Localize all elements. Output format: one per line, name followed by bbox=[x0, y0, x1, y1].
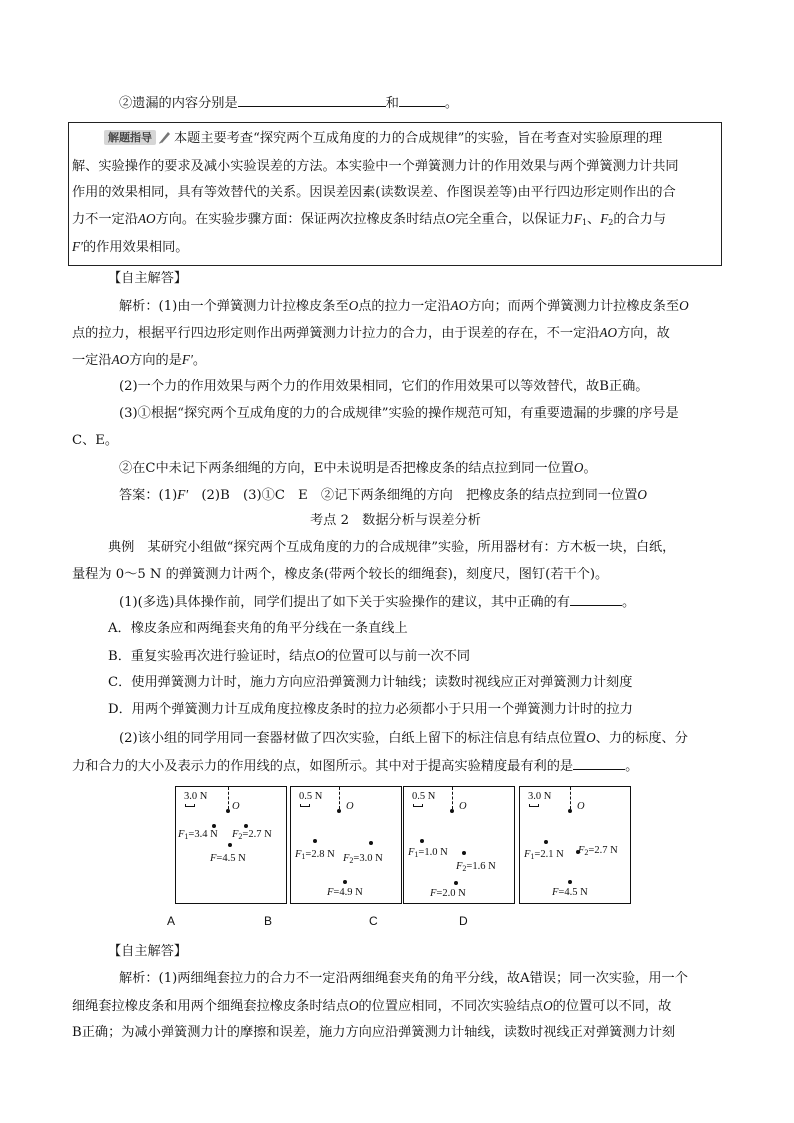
a2-text-2c: 的位置可以不同，故 bbox=[552, 999, 672, 1014]
q1-text: (1)(多选)具体操作前，同学们提出了如下关于实验操作的建议，其中正确的有 bbox=[119, 595, 570, 610]
option-b-text-b: 的位置可以与前一次不同 bbox=[325, 649, 471, 664]
f1-point bbox=[544, 840, 548, 844]
a1-text-7b: 。 bbox=[583, 461, 597, 476]
scale-mark bbox=[413, 804, 423, 807]
f1-label bbox=[178, 829, 218, 843]
f1-value: =1.0 N bbox=[418, 847, 448, 858]
q2-end: 。 bbox=[625, 759, 639, 774]
figure-panel-b bbox=[290, 786, 402, 904]
a1-text-2a: 点的拉力，根据平行四边形定则作出两弹簧测力计拉力的合力，由于误差的存在，不一定沿 bbox=[72, 326, 600, 341]
dashed-line bbox=[452, 787, 453, 809]
a1-text-2b: 方向，故 bbox=[617, 326, 670, 341]
f-value: =4.5 N bbox=[216, 853, 246, 864]
f2-sub: 2 bbox=[584, 848, 589, 857]
f2-sub: 2 bbox=[238, 832, 243, 841]
answer-blank-q1[interactable] bbox=[570, 593, 622, 606]
f-point bbox=[343, 880, 347, 884]
answer1-line-2 bbox=[72, 324, 670, 343]
hint-line-4 bbox=[72, 210, 666, 232]
f1-symbol: F bbox=[178, 829, 185, 840]
a2-text-2b: 的位置应相同，不同次实验结点 bbox=[358, 999, 544, 1014]
symbol-o: O bbox=[573, 460, 584, 475]
symbol-o: O bbox=[315, 648, 326, 663]
f1-point bbox=[212, 824, 216, 828]
knot-label: O bbox=[346, 801, 354, 812]
f-symbol: F bbox=[210, 853, 217, 864]
f1-value: =2.1 N bbox=[534, 849, 564, 860]
f2-symbol: F bbox=[456, 861, 463, 872]
symbol-o: O bbox=[637, 487, 647, 502]
knot-point bbox=[568, 809, 572, 813]
hint-line-1 bbox=[104, 130, 662, 148]
hint-text-2: 解、实验操作的要求及减小实验误差的方法。本实验中一个弹簧测力计的作用效果与两个弹簧测力计共同 bbox=[72, 159, 679, 174]
answer-blank-q2[interactable] bbox=[573, 757, 625, 770]
f-point bbox=[454, 881, 458, 885]
symbol-o: O bbox=[348, 298, 359, 313]
a1-text-3a: 一定沿 bbox=[72, 353, 112, 368]
fill-connector: 和 bbox=[385, 96, 399, 111]
f2-value: =3.0 N bbox=[353, 853, 383, 864]
hint-text-5: 的作用效果相同。 bbox=[82, 240, 189, 255]
option-b-text-a: B．重复实验再次进行验证时，结点 bbox=[108, 649, 316, 664]
f-symbol: F bbox=[430, 888, 437, 899]
a1-text-8b: (2)B (3)①C E ②记下两条细绳的方向 把橡皮条的结点拉到同一位置 bbox=[188, 488, 638, 503]
f-label bbox=[430, 888, 466, 900]
symbol-o: O bbox=[543, 998, 553, 1013]
knot-point bbox=[337, 809, 341, 813]
q2-text-c: 力和合力的大小及表示力的作用线的点，如图所示。其中对于提高实验精度最有利的是 bbox=[72, 759, 574, 774]
f-value: =2.0 N bbox=[436, 888, 466, 899]
answer-header-1: 【自主解答】 bbox=[108, 271, 188, 286]
symbol-separator: 、 bbox=[587, 212, 601, 227]
f2-label bbox=[456, 861, 496, 875]
f1-label bbox=[408, 847, 448, 861]
f-value: =4.9 N bbox=[333, 887, 363, 898]
fill-prefix: ②遗漏的内容分别是 bbox=[119, 96, 238, 111]
f1-symbol: F bbox=[295, 849, 302, 860]
knot-point bbox=[226, 809, 230, 813]
symbol-ao: AO bbox=[450, 298, 469, 313]
a1-text-1b: 点的拉力一定沿 bbox=[358, 299, 451, 314]
symbol-f-prime: F′ bbox=[181, 352, 193, 367]
symbol-o: O bbox=[348, 998, 359, 1013]
f1-value: =3.4 N bbox=[188, 829, 218, 840]
symbol-ao: AO bbox=[599, 325, 618, 340]
pen-icon bbox=[158, 130, 172, 144]
f-label bbox=[552, 887, 588, 899]
f2-point bbox=[244, 824, 248, 828]
knot-point bbox=[450, 809, 454, 813]
scale-mark bbox=[300, 804, 310, 807]
f1-label bbox=[295, 849, 335, 863]
f-label bbox=[210, 853, 246, 865]
question-2-cont bbox=[72, 757, 638, 776]
dashed-line bbox=[228, 787, 229, 809]
answer1-line-3 bbox=[72, 351, 206, 370]
knot-label: O bbox=[232, 801, 240, 812]
answer2-line-2 bbox=[72, 997, 671, 1016]
f1-value: =2.8 N bbox=[305, 849, 335, 860]
subscript-2: 2 bbox=[608, 218, 614, 227]
a1-text-8a: 答案：(1) bbox=[119, 488, 178, 503]
f1-point bbox=[313, 839, 317, 843]
scale-label: 0.5 N bbox=[412, 791, 436, 802]
scale-mark bbox=[529, 804, 539, 807]
option-d: D．用两个弹簧测力计互成角度拉橡皮条时的拉力必须都小于只用一个弹簧测力计时的拉力 bbox=[108, 702, 633, 717]
symbol-f-prime: F′ bbox=[177, 487, 189, 502]
hint-line-5 bbox=[72, 238, 188, 257]
hint-text-4d: 的合力与 bbox=[613, 212, 667, 227]
symbol-o: O bbox=[586, 730, 596, 745]
f2-label bbox=[578, 845, 618, 859]
answer2-line-1: 解析：(1)两细绳套拉力的合力不一定沿两细绳套夹角的角平分线，故A错误；同一次实验，用一个 bbox=[119, 971, 688, 986]
a1-text-3c: 。 bbox=[192, 353, 207, 368]
question-2 bbox=[119, 729, 688, 748]
symbol-o: O bbox=[445, 211, 456, 226]
panel-label-d: D bbox=[459, 914, 468, 928]
f-value: =4.5 N bbox=[558, 887, 588, 898]
hint-text-4b: 方向。在实验步骤方面：保证两次拉橡皮条时结点 bbox=[155, 212, 446, 227]
answer-blank-2[interactable] bbox=[399, 94, 445, 107]
f-point bbox=[228, 843, 232, 847]
dashed-line bbox=[570, 787, 571, 809]
question-1 bbox=[119, 593, 635, 612]
f2-value: =2.7 N bbox=[242, 829, 272, 840]
f1-sub: 1 bbox=[184, 832, 189, 841]
symbol-f-prime: F′ bbox=[72, 239, 83, 254]
f2-label bbox=[232, 829, 272, 843]
a1-text-1c: 方向；而两个弹簧测力计拉橡皮条至 bbox=[468, 299, 680, 314]
f1-sub: 1 bbox=[414, 850, 419, 859]
panel-label-c: C bbox=[369, 914, 378, 928]
panel-label-b: B bbox=[264, 914, 273, 928]
f2-value: =2.7 N bbox=[588, 845, 618, 856]
fill-end: 。 bbox=[444, 96, 459, 111]
figure-panel-a bbox=[175, 786, 287, 904]
a1-text-7a: ②在C中未记下两条细绳的方向，E中未说明是否把橡皮条的结点拉到同一位置 bbox=[119, 461, 574, 476]
section-title: 考点 2 数据分析与误差分析 bbox=[310, 513, 481, 528]
hint-text-4a: 力不一定沿 bbox=[72, 212, 138, 227]
symbol-o: O bbox=[679, 298, 689, 313]
scale-label: 0.5 N bbox=[299, 791, 323, 802]
a1-text-1a: 解析：(1)由一个弹簧测力计拉橡皮条至 bbox=[119, 299, 349, 314]
answer2-line-3: B正确；为减小弹簧测力计的摩擦和误差，施力方向应沿弹簧测力计轴线，读数时视线正对弹簧测力计刻 bbox=[72, 1025, 676, 1040]
q1-end: 。 bbox=[621, 595, 636, 610]
hint-badge: 解题指导 bbox=[104, 130, 156, 145]
answer1-line-5: (3)①根据“探究两个互成角度的力的合成规律”实验的操作规范可知，有重要遗漏的步骤的序号是 bbox=[119, 406, 679, 421]
f2-point bbox=[369, 841, 373, 845]
symbol-f2: F bbox=[600, 211, 609, 226]
answer-blank-1[interactable] bbox=[238, 94, 386, 107]
q2-text-b: 、力的标度、分 bbox=[595, 731, 688, 746]
q2-text-a: (2)该小组的同学用同一套器材做了四次实验，白纸上留下的标注信息有结点位置 bbox=[119, 731, 587, 746]
dashed-line bbox=[339, 787, 340, 809]
subscript-1: 1 bbox=[581, 218, 588, 227]
symbol-ao: AO bbox=[137, 211, 156, 226]
f2-label bbox=[343, 853, 383, 867]
f1-point bbox=[420, 839, 424, 843]
answer1-line-8 bbox=[119, 486, 647, 505]
figure-panel-d bbox=[519, 786, 631, 904]
f2-point bbox=[462, 851, 466, 855]
answer1-line-6: C、E。 bbox=[72, 433, 119, 448]
f1-sub: 1 bbox=[301, 852, 306, 861]
knot-label: O bbox=[577, 801, 585, 812]
f1-symbol: F bbox=[524, 849, 531, 860]
fill-in-line bbox=[119, 94, 458, 113]
scale-label: 3.0 N bbox=[184, 791, 208, 802]
a2-text-2a: 细绳套拉橡皮条和用两个细绳套拉橡皮条时结点 bbox=[72, 999, 349, 1014]
option-a: A．橡皮条应和两绳套夹角的角平分线在一条直线上 bbox=[108, 621, 408, 636]
hint-text-3: 作用的效果相同，具有等效替代的关系。因误差因素(读数误差、作图误差等)由平行四边形定则作出的合 bbox=[72, 185, 676, 200]
f-point bbox=[568, 880, 572, 884]
scale-label: 3.0 N bbox=[528, 791, 552, 802]
f-symbol: F bbox=[552, 887, 559, 898]
f2-sub: 2 bbox=[349, 856, 354, 865]
f1-sub: 1 bbox=[530, 852, 535, 861]
answer1-line-1 bbox=[119, 297, 689, 316]
example-line-2: 量程为 0～5 N 的弹簧测力计两个，橡皮条(带两个较长的细绳套)，刻度尺，图钉(若干个)。 bbox=[72, 567, 609, 582]
answer1-line-7 bbox=[119, 459, 597, 478]
hint-text-1: 本题主要考查“探究两个互成角度的力的合成规律”的实验，旨在考查对实验原理的理 bbox=[174, 131, 663, 146]
answer-header-2: 【自主解答】 bbox=[108, 944, 188, 959]
f1-symbol: F bbox=[408, 847, 415, 858]
scale-mark bbox=[185, 804, 195, 807]
hint-text-4c: 完全重合，以保证力 bbox=[455, 212, 574, 227]
f1-label bbox=[524, 849, 564, 863]
symbol-f1: F bbox=[573, 211, 582, 226]
knot-label: O bbox=[459, 801, 467, 812]
f-symbol: F bbox=[327, 887, 334, 898]
a1-text-3b: 方向的是 bbox=[129, 353, 182, 368]
option-c: C．使用弹簧测力计时，施力方向应沿弹簧测力计轴线；读数时视线应正对弹簧测力计刻度 bbox=[108, 675, 633, 690]
f2-value: =1.6 N bbox=[466, 861, 496, 872]
answer1-line-4: (2)一个力的作用效果与两个力的作用效果相同，它们的作用效果可以等效替代，故B正确。 bbox=[119, 379, 649, 394]
panel-label-a: A bbox=[167, 914, 176, 928]
f2-symbol: F bbox=[343, 853, 350, 864]
example-line-1: 典例 某研究小组做“探究两个互成角度的力的合成规律”实验，所用器材有：方木板一块，白纸， bbox=[108, 540, 676, 555]
f2-symbol: F bbox=[578, 845, 585, 856]
symbol-ao: AO bbox=[111, 352, 130, 367]
option-b bbox=[108, 647, 470, 666]
figure-panel-c bbox=[403, 786, 515, 904]
f2-symbol: F bbox=[232, 829, 239, 840]
f-label bbox=[327, 887, 363, 899]
f2-sub: 2 bbox=[462, 864, 467, 873]
